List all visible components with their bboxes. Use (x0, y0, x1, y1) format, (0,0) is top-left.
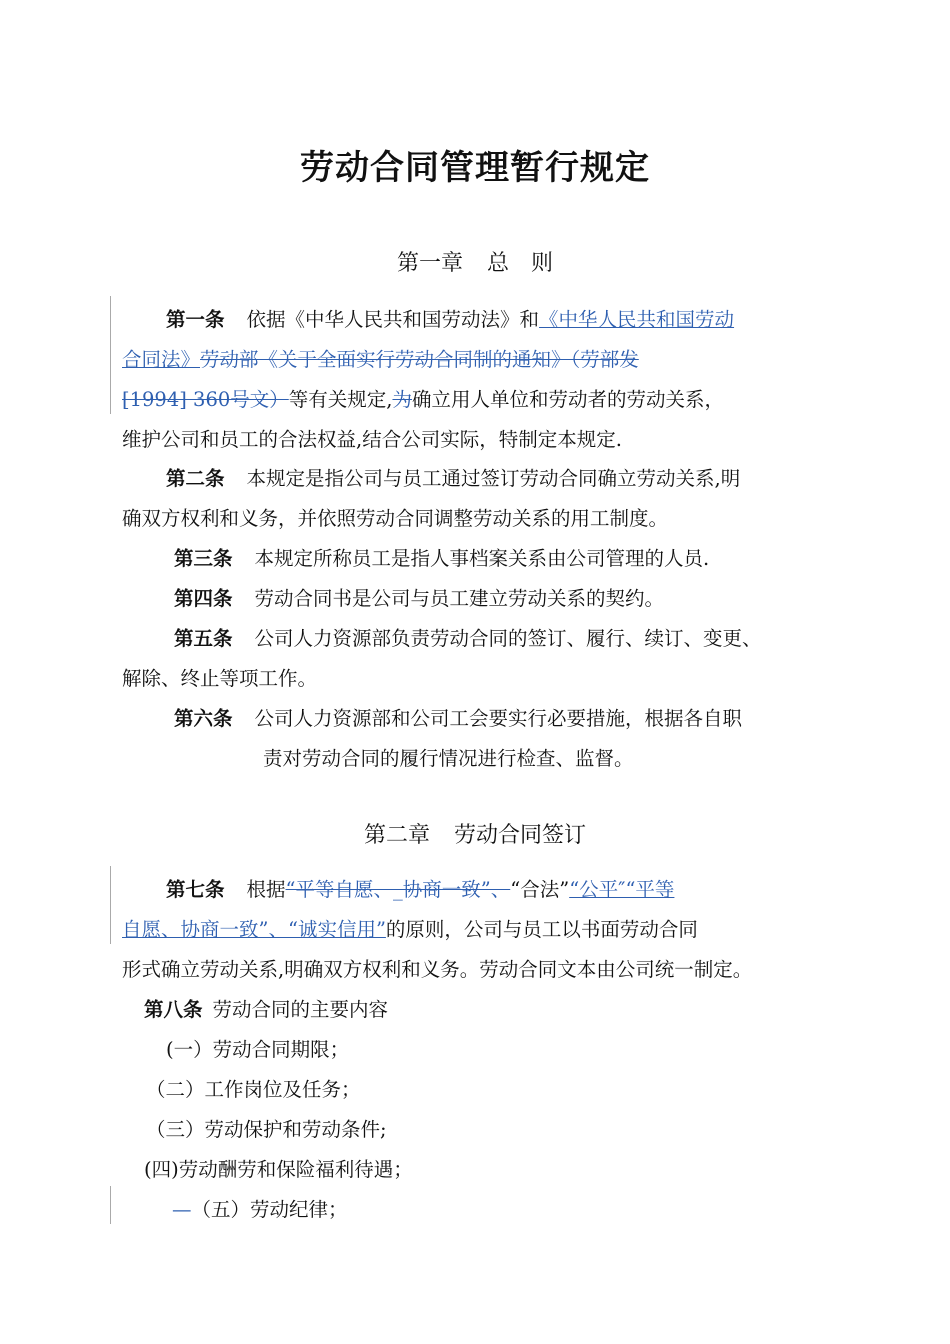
article-2-text: 本规定是指公司与员工通过签订劳动合同确立劳动关系,明 (246, 467, 741, 490)
article-3-label: 第三条 (174, 547, 233, 570)
list-item: (一）劳动合同期限； (166, 1038, 350, 1061)
article-7-text: 根据 (246, 878, 286, 901)
article-4-text: 劳动合同书是公司与员工建立劳动关系的契约。 (254, 587, 665, 610)
list-item: （二）工作岗位及任务； (146, 1078, 361, 1101)
inserted-dash: — (172, 1198, 192, 1221)
article-1-line-2 (122, 340, 639, 380)
article-1-text: 等有关规定, (288, 388, 393, 411)
article-1-text: 确立用人单位和劳动者的劳动关系， (411, 388, 724, 411)
inserted-text: 《中华人民共和国劳动 (539, 308, 735, 331)
article-7-line-1 (166, 870, 674, 910)
deleted-text: “平等自愿、_协商一致”、 (285, 878, 511, 901)
article-1-line-1 (166, 300, 734, 340)
article-5-line-1 (174, 619, 762, 659)
deleted-text: 为 (392, 388, 412, 411)
article-8-label: 第八条 (144, 998, 203, 1021)
revision-bar (110, 866, 111, 944)
article-8-text: 劳动合同的主要内容 (212, 998, 389, 1021)
article-6-label: 第六条 (174, 707, 233, 730)
article-1-line-4: 维护公司和员工的合法权益,结合公司实际，特制定本规定. (122, 428, 622, 451)
list-item-text: （五）劳动纪律； (191, 1198, 348, 1221)
deleted-text: [1994] 360号文） (122, 388, 289, 411)
article-6-line-2: 责对劳动合同的履行情况进行检查、监督。 (263, 747, 634, 770)
article-3 (174, 539, 709, 579)
list-item: (四)劳动酬劳和保险福利待遇； (144, 1158, 413, 1181)
chapter-1-heading (0, 246, 950, 277)
revision-bar (110, 296, 111, 414)
article-7-text: 的原则，公司与员工以书面劳动合同 (385, 918, 698, 941)
article-1-text: 依据《中华人民共和国劳动法》和 (246, 308, 540, 331)
article-7-label: 第七条 (166, 878, 225, 901)
article-2-label: 第二条 (166, 467, 225, 490)
article-2-line-2: 确双方权利和义务，并依照劳动合同调整劳动关系的用工制度。 (122, 507, 669, 530)
article-7-line-3: 形式确立劳动关系,明确双方权利和义务。劳动合同文本由公司统一制定。 (122, 958, 753, 981)
chapter-1-number: 第一章 (396, 251, 463, 276)
document-title: 劳动合同管理暂行规定 (300, 148, 650, 188)
article-5-line-2: 解除、终止等项工作。 (122, 667, 318, 690)
chapter-2-heading (0, 818, 950, 849)
inserted-text: 自愿、协商一致”、“诚实信用” (122, 918, 386, 941)
article-4-label: 第四条 (174, 587, 233, 610)
list-item: （三）劳动保护和劳动条件; (146, 1118, 387, 1141)
article-2-line-1 (166, 459, 740, 499)
article-7-text: “合法” (510, 878, 570, 901)
chapter-1-name: 总 则 (487, 251, 554, 276)
deleted-text: 劳动部《关于全面实行劳动合同制的通知》（劳部发 (200, 348, 639, 371)
inserted-text: “公平″“平等 (569, 878, 675, 901)
chapter-2-name: 劳动合同签订 (454, 823, 587, 848)
article-6-text: 公司人力资源部和公司工会要实行必要措施，根据各自职 (254, 707, 743, 730)
article-3-text: 本规定所称员工是指人事档案关系由公司管理的人员. (254, 547, 710, 570)
article-4 (174, 579, 664, 619)
revision-bar (110, 1186, 111, 1224)
article-1-label: 第一条 (166, 308, 225, 331)
article-6-line-1 (174, 699, 742, 739)
inserted-text: 合同法》 (122, 348, 201, 371)
chapter-2-number: 第二章 (363, 823, 430, 848)
article-5-label: 第五条 (174, 627, 233, 650)
list-item (172, 1190, 348, 1230)
article-1-line-3 (122, 380, 724, 420)
article-7-line-2 (122, 910, 698, 950)
article-5-text: 公司人力资源部负责劳动合同的签订、履行、续订、变更、 (254, 627, 762, 650)
article-8 (144, 990, 388, 1030)
